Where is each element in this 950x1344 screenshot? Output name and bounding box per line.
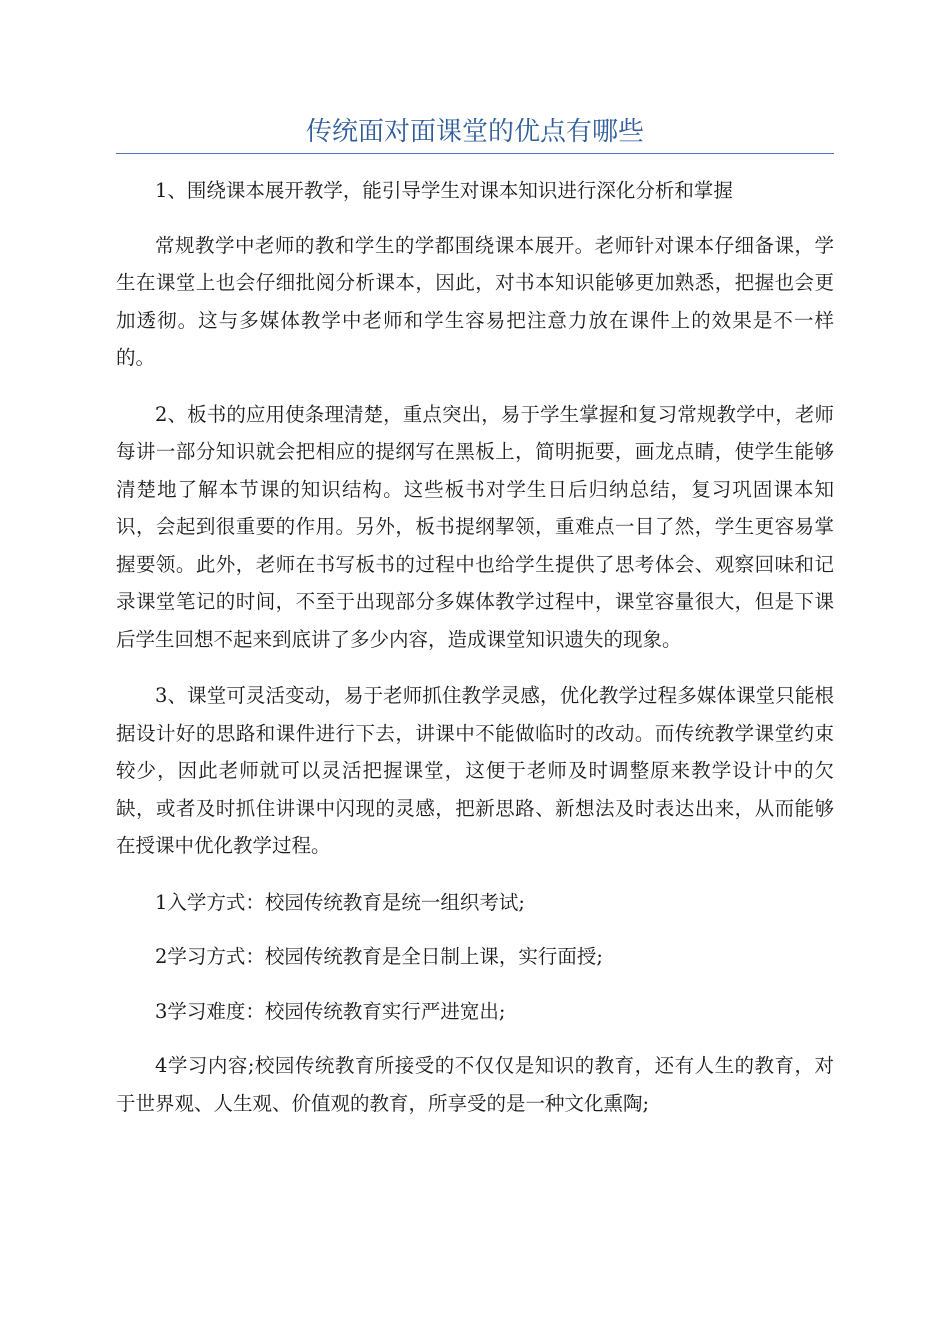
paragraph-heading-1: 1、围绕课本展开教学，能引导学生对课本知识进行深化分析和掌握 — [155, 179, 733, 202]
title-underline — [116, 153, 834, 154]
document-title: 传统面对面课堂的优点有哪些 — [305, 117, 644, 147]
paragraph-2: 2、板书的应用使条理清楚，重点突出，易于学生掌握和复习常规教学中，老师每讲一部分知识就会把相应的提纲写在黑板上，简明扼要，画龙点睛，使学生能够清楚地了解本节课的知识结构。这些板书对学生日后归纳总结，复习巩固课本知识，会起到很重要的作用。另外，板书提纲挈领，重难点一目了然，学生更容易掌握要领。此外，老师在书写板书的过程中也给学生提供了思考体会、观察回味和记录课堂笔记的时间，不至于出现部分多媒体教学过程中，课堂容量很大，但是下课后学生回想不起来到底讲了多少内容，造成课堂知识遗失的现象。 — [116, 402, 834, 651]
list-item-study-mode: 2学习方式：校园传统教育是全日制上课，实行面授; — [155, 945, 603, 968]
list-item-admission: 1入学方式：校园传统教育是统一组织考试; — [155, 890, 525, 914]
list-item-difficulty: 3学习难度：校园传统教育实行严进宽出; — [155, 999, 506, 1023]
document-body — [116, 172, 834, 1141]
paragraph-3: 3、课堂可灵活变动，易于老师抓住教学灵感，优化教学过程多媒体课堂只能根据设计好的思路和课件进行下去，讲课中不能做临时的改动。而传统教学课堂约束较少，因此老师就可以灵活把握课堂，这便于老师及时调整原来教学设计中的欠缺，或者及时抓住讲课中闪现的灵感，把新思路、新想法及时表达出来，从而能够在授课中优化教学过程。 — [116, 684, 834, 857]
paragraph-1: 常规教学中老师的教和学生的学都围绕课本展开。老师针对课本仔细备课，学生在课堂上也会仔细批阅分析课本，因此，对书本知识能够更加熟悉，把握也会更加透彻。这与多媒体教学中老师和学生容易把注意力放在课件上的效果是不一样的。 — [116, 233, 834, 369]
list-item-content: 4学习内容;校园传统教育所接受的不仅仅是知识的教育，还有人生的教育，对于世界观、人生观、价值观的教育，所享受的是一种文化熏陶; — [116, 1054, 834, 1115]
